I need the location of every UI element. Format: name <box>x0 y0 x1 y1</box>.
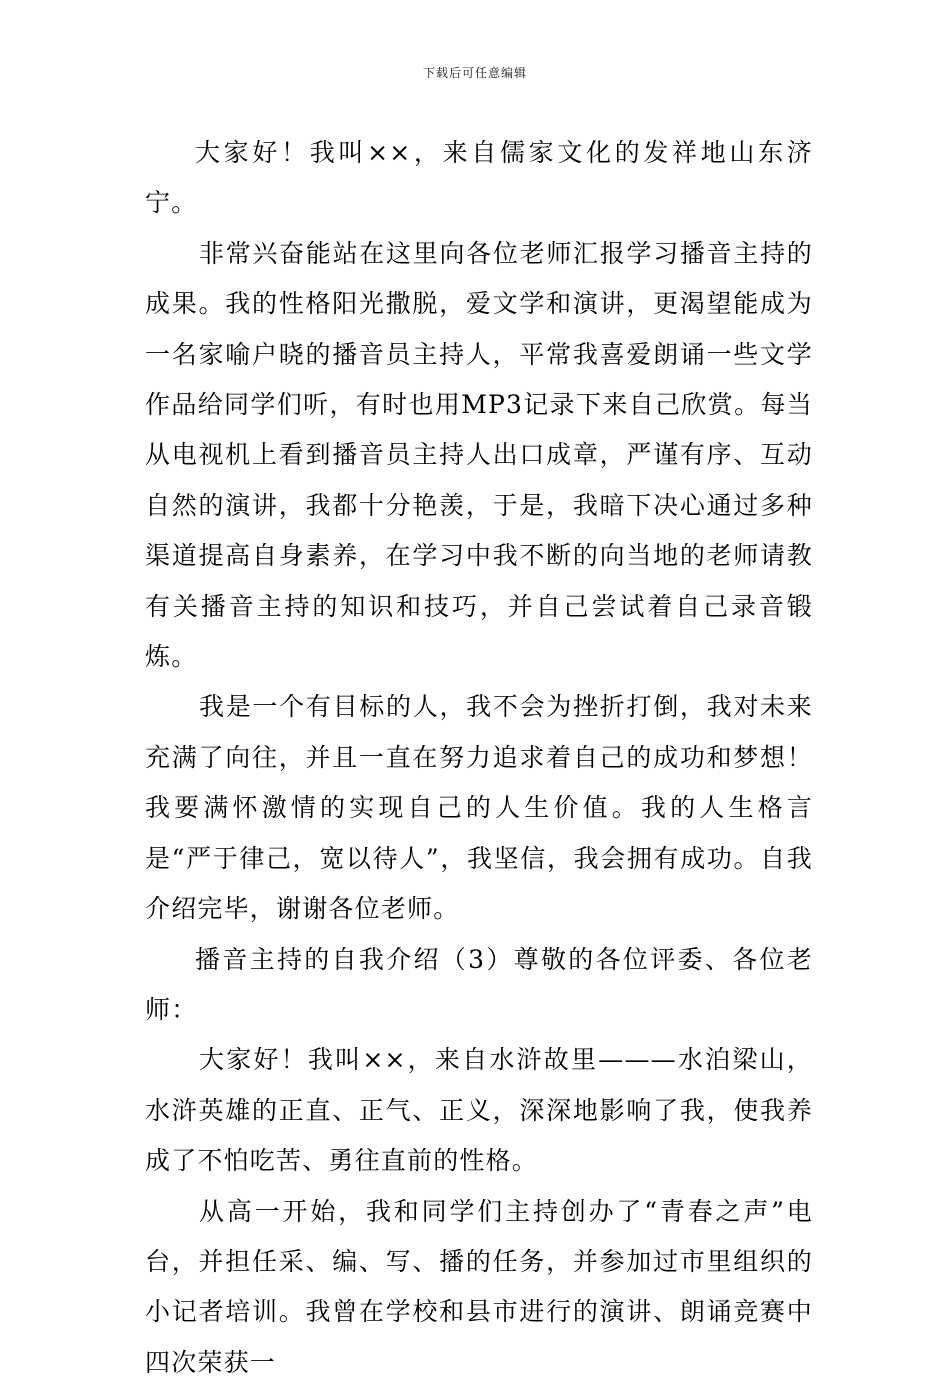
paragraph-radio-experience: 从高一开始，我和同学们主持创办了“青春之声”电台，并担任采、编、写、播的任务，并参加过市里组织的小记者培训。我曾在学校和县市进行的演讲、朗诵竞赛中四次荣获一 <box>145 1196 813 1377</box>
document-body <box>145 128 813 1388</box>
paragraph-goals: 我是一个有目标的人，我不会为挫折打倒，我对未来充满了向往，并且一直在努力追求着自己的成功和梦想！我要满怀激情的实现自己的人生价值。我的人生格言是“严于律己，宽以待人”，我坚信，我会拥有成功。自我介绍完毕，谢谢各位老师。 <box>145 692 813 924</box>
paragraph-greeting-2: 大家好！我叫××，来自水浒故里———水泊梁山，水浒英雄的正直、正气、正义，深深地影响了我，使我养成了不怕吃苦、勇往直前的性格。 <box>145 1045 813 1176</box>
paragraph-greeting-1: 大家好！我叫××，来自儒家文化的发祥地山东济宁。 <box>145 138 813 218</box>
page-header-note: 下载后可任意编辑 <box>422 66 527 80</box>
paragraph-section-heading: 播音主持的自我介绍（3）尊敬的各位评委、各位老师： <box>145 944 813 1024</box>
paragraph-study-report: 非常兴奋能站在这里向各位老师汇报学习播音主持的成果。我的性格阳光撒脱，爱文学和演讲，更渴望能成为一名家喻户晓的播音员主持人，平常我喜爱朗诵一些文学作品给同学们听，有时也用MP3记录下来自己欣赏。每当从电视机上看到播音员主持人出口成章，严谨有序、互动自然的演讲，我都十分艳羡，于是，我暗下决心通过多种渠道提高自身素养，在学习中我不断的向当地的老师请教有关播音主持的知识和技巧，并自己尝试着自己录音锻炼。 <box>145 238 813 672</box>
